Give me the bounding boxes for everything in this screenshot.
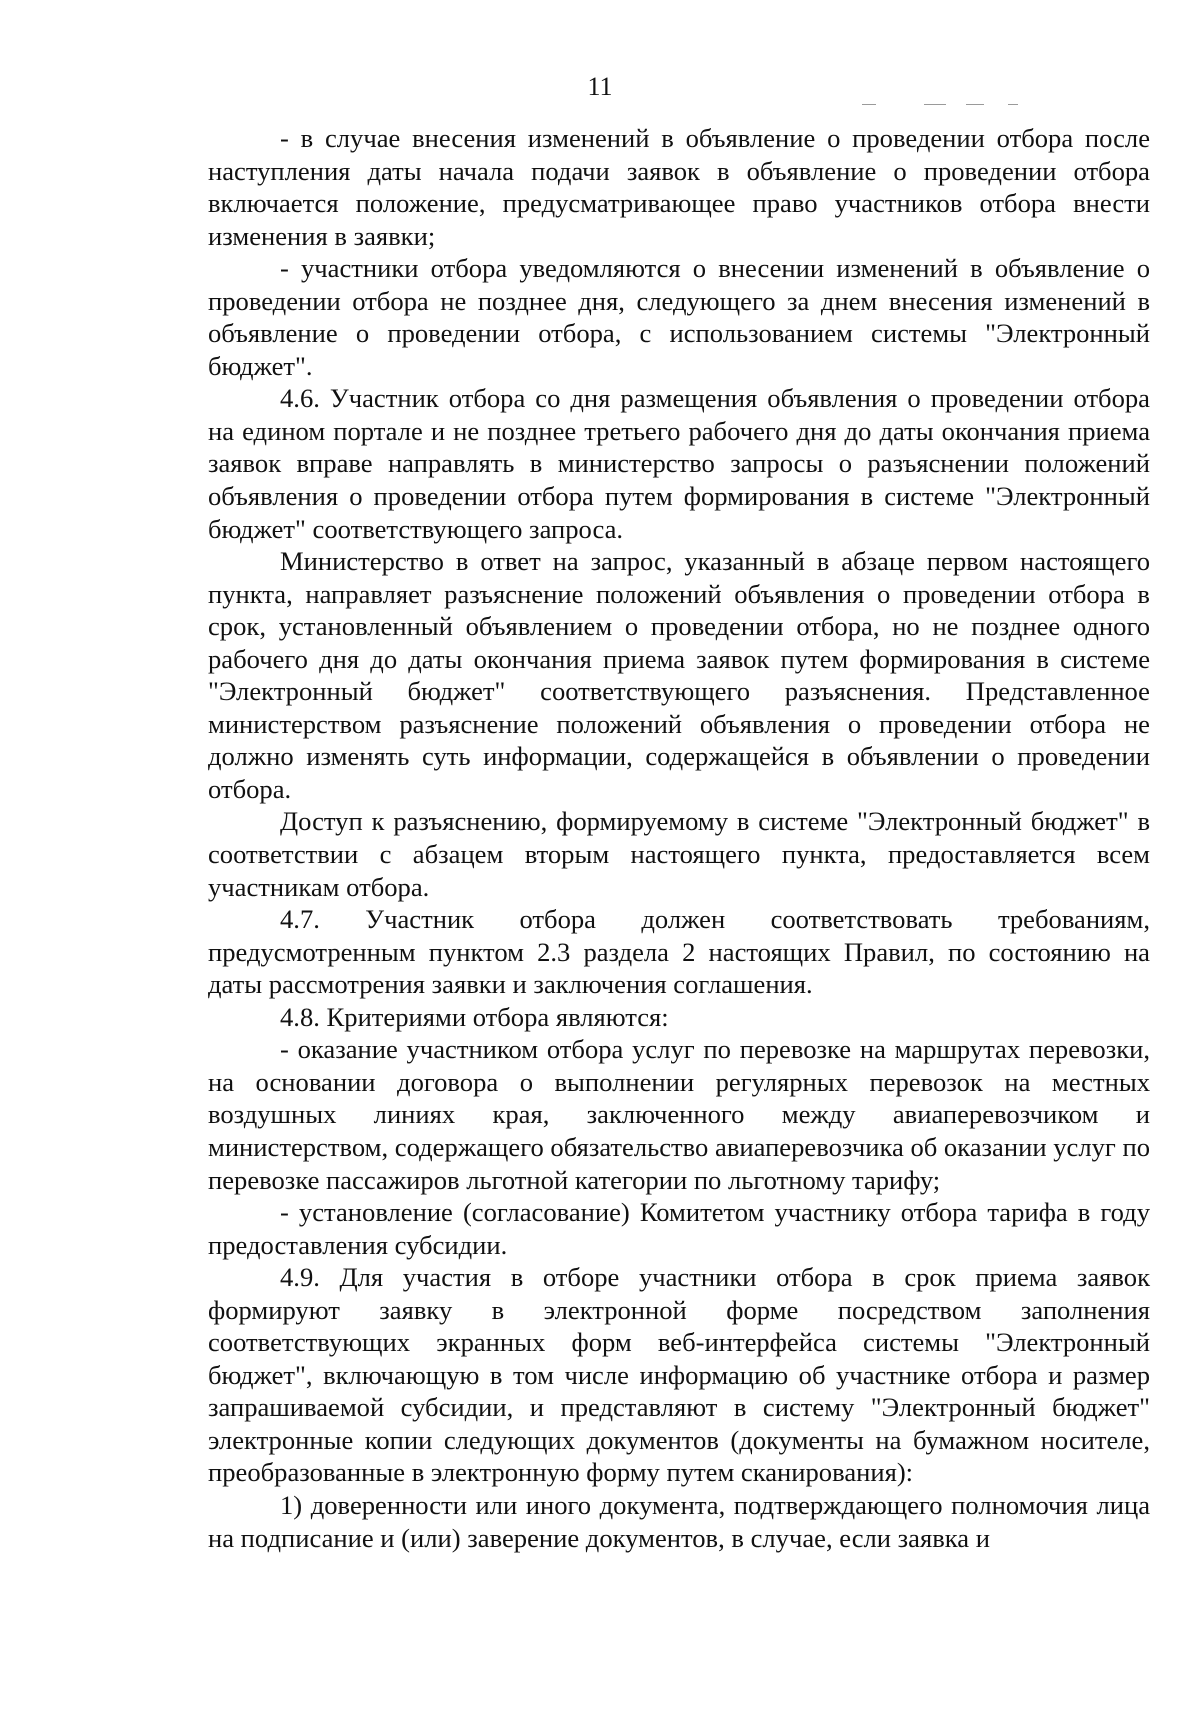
scan-artifact bbox=[924, 104, 946, 105]
scan-artifact bbox=[966, 104, 984, 105]
paragraph-access: Доступ к разъяснению, формируемому в системе "Электронный бюджет" в соответствии с абзацем вторым настоящего пункта, предоставляется всем участникам отбора. bbox=[208, 806, 1150, 902]
paragraph-changes-after-start: - в случае внесения изменений в объявление о проведении отбора после наступления даты начала подачи заявок в объявление о проведении отбора включается положение, предусматривающее право участников отбора внести изменения в заявки; bbox=[208, 123, 1150, 251]
page-number: 11 bbox=[587, 72, 613, 101]
paragraph-notification: - участники отбора уведомляются о внесении изменений в объявление о проведении отбора не позднее дня, следующего за днем внесения изменений в объявление о проведении отбора, с использованием системы "Электронный бюджет". bbox=[208, 253, 1150, 381]
document-body bbox=[208, 122, 1150, 1554]
scan-artifact bbox=[862, 104, 876, 105]
paragraph-4-8: 4.8. Критериями отбора являются: bbox=[280, 1001, 669, 1032]
scan-artifact bbox=[1008, 104, 1018, 105]
paragraph-4-6: 4.6. Участник отбора со дня размещения объявления о проведении отбора на едином портале и не позднее третьего рабочего дня до даты окончания приема заявок вправе направлять в министерство запросы о разъяснении положений объявления о проведении отбора путем формирования в системе "Электронный бюджет" соответствующего запроса. bbox=[208, 383, 1150, 544]
paragraph-criterion-1: - оказание участником отбора услуг по перевозке на маршрутах перевозки, на основании договора о выполнении регулярных перевозок на местных воздушных линиях края, заключенного между авиаперевозчиком и министерством, содержащего обязательство авиаперевозчика об оказании услуг по перевозке пассажиров льготной категории по льготному тарифу; bbox=[208, 1034, 1150, 1195]
paragraph-4-7: 4.7. Участник отбора должен соответствовать требованиям, предусмотренным пунктом 2.3 раздела 2 настоящих Правил, по состоянию на даты рассмотрения заявки и заключения соглашения. bbox=[208, 904, 1150, 1000]
paragraph-item-1: 1) доверенности или иного документа, подтверждающего полномочия лица на подписание и (или) заверение документов, в случае, если заявка и bbox=[208, 1489, 1150, 1553]
paragraph-ministry-response: Министерство в ответ на запрос, указанный в абзаце первом настоящего пункта, направляет разъяснение положений объявления о проведении отбора в срок, установленный объявлением о проведении отбора, но не позднее одного рабочего дня до даты окончания приема заявок путем формирования в системе "Электронный бюджет" соответствующего разъяснения. Представленное министерством разъяснение положений объявления о проведении отбора не должно изменять суть информации, содержащейся в объявлении о проведении отбора. bbox=[208, 546, 1150, 804]
paragraph-criterion-2: - установление (согласование) Комитетом участнику отбора тарифа в году предоставления субсидии. bbox=[208, 1197, 1150, 1260]
paragraph-4-9: 4.9. Для участия в отборе участники отбора в срок приема заявок формируют заявку в электронной форме посредством заполнения соответствующих экранных форм веб-интерфейса системы "Электронный бюджет", включающую в том числе информацию об участнике отбора и размер запрашиваемой субсидии, и представляют в систему "Электронный бюджет" электронные копии следующих документов (документы на бумажном носителе, преобразованные в электронную форму путем сканирования): bbox=[208, 1262, 1150, 1488]
